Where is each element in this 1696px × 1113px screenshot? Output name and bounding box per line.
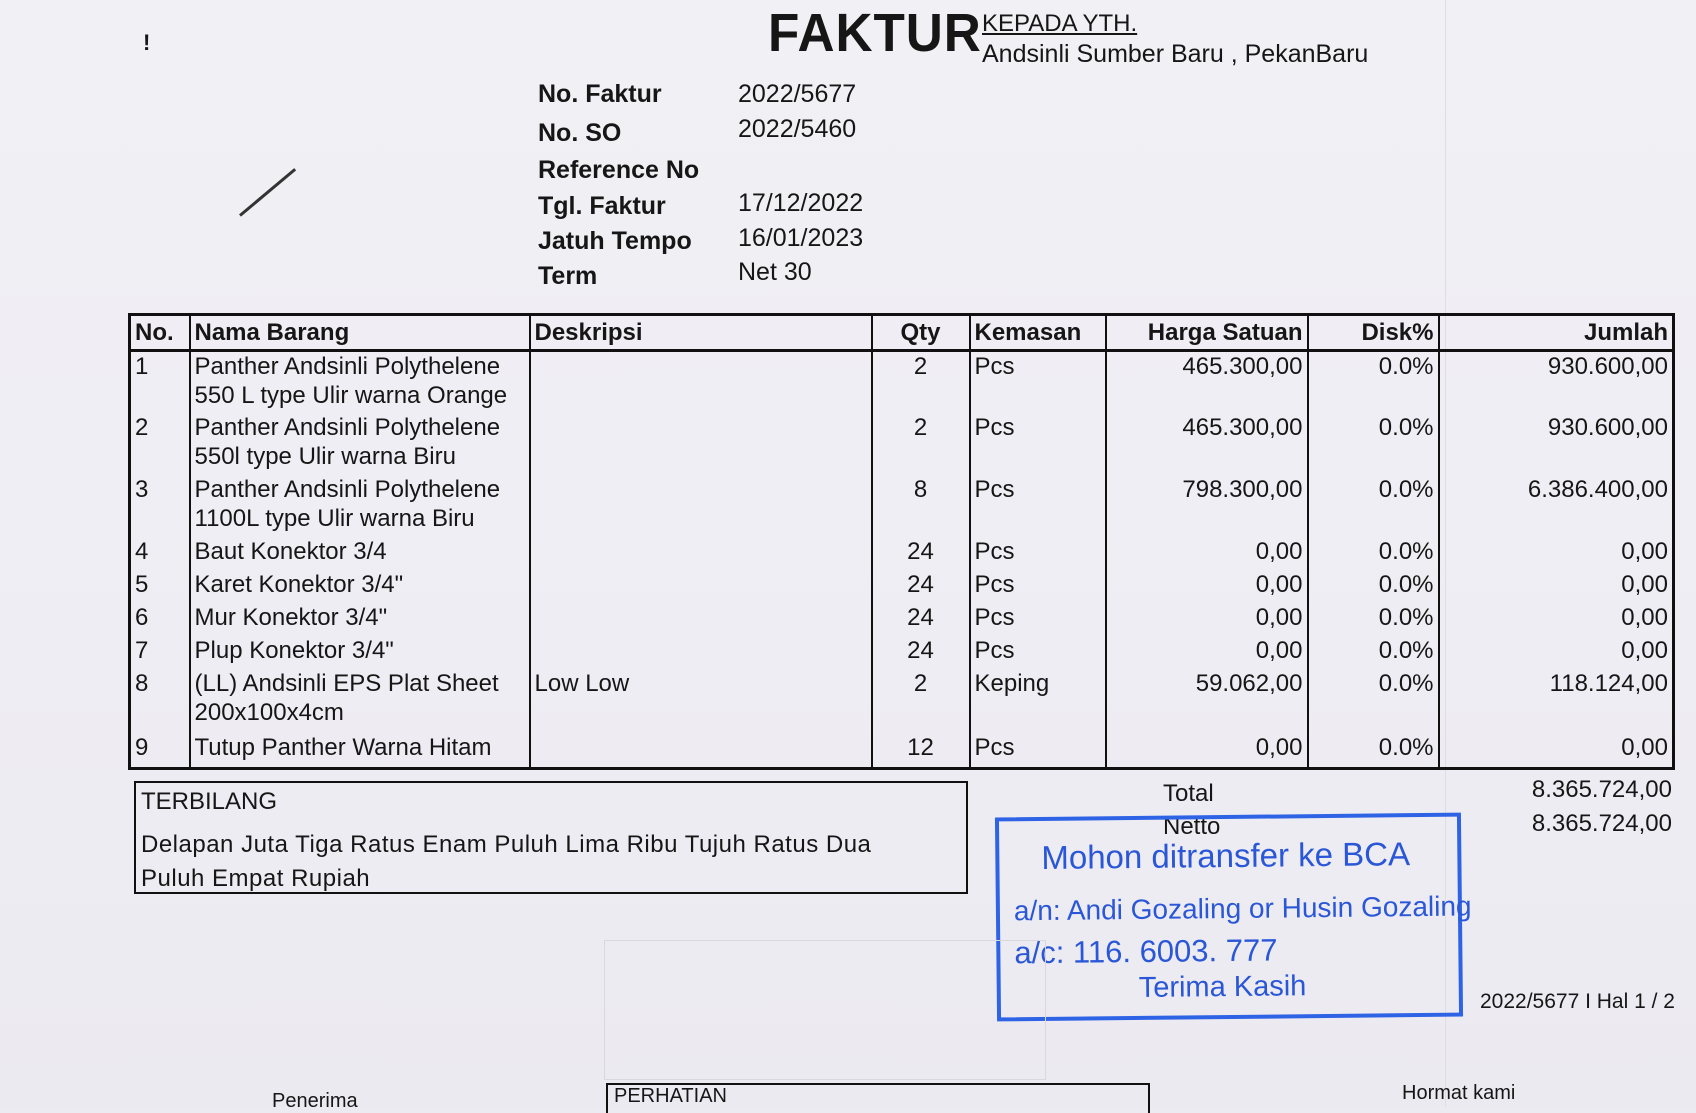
perhatian-label: PERHATIAN [614,1085,727,1107]
row-no: 8 [130,669,190,733]
row-unit: Pcs [970,570,1106,603]
row-name-line1: Panther Andsinli Polythelene [194,413,501,441]
row-name-line2: 200x100x4cm [194,698,344,726]
info-value-tgl: 17/12/2022 [738,189,864,217]
row-total: 0,00 [1621,570,1668,598]
row-disc: 0.0% [1308,733,1439,769]
terbilang-line1: Delapan Juta Tiga Ratus Enam Puluh Lima Ribu Tujuh Ratus Dua [141,831,872,858]
info-value-term: Net 30 [738,258,812,286]
row-no: 2 [130,413,190,475]
info-label-jatuh-tempo: Jatuh Tempo [538,227,692,255]
row-unit: Keping [970,669,1106,733]
row-price: 465.300,00 [1106,351,1308,413]
col-header-kemasan: Kemasan [970,315,1106,351]
col-header-no: No. [130,315,190,351]
row-desc [530,570,872,603]
row-no: 6 [130,603,190,636]
table-row [130,570,1674,603]
hormat-kami-label: Hormat kami [1402,1082,1516,1104]
faint-box [604,940,1046,1080]
row-desc: Low Low [530,669,872,733]
page-reference: 2022/5677 I Hal 1 / 2 [1480,990,1675,1013]
info-label-tgl: Tgl. Faktur [538,192,666,220]
row-price: 465.300,00 [1106,413,1308,475]
row-qty: 24 [872,636,970,669]
info-label-faktur: No. Faktur [538,80,662,108]
row-unit: Pcs [970,537,1106,570]
row-price: 798.300,00 [1106,475,1308,537]
row-price: 0,00 [1106,636,1308,669]
row-price: 0,00 [1106,733,1308,769]
info-value-so: 2022/5460 [738,115,857,143]
row-total: 0,00 [1621,603,1668,631]
netto-label: Netto [1163,813,1221,840]
table-header-row [130,315,1674,351]
recipient-name: Andsinli Sumber Baru , PekanBaru [982,40,1369,68]
recipient-label: KEPADA YTH. [982,10,1138,37]
stamp-line4: Terima Kasih [1138,970,1307,1004]
row-no: 9 [130,733,190,769]
row-no: 3 [130,475,190,537]
row-qty: 8 [872,475,970,537]
row-name: Plup Konektor 3/4" [190,636,530,669]
row-name-line2: 1100L type Ulir warna Biru [194,504,475,532]
row-unit: Pcs [970,351,1106,413]
info-label-reference: Reference No [538,156,700,184]
info-value-jatuh-tempo: 16/01/2023 [738,224,864,252]
row-price: 0,00 [1106,603,1308,636]
row-name [190,669,530,733]
row-unit: Pcs [970,636,1106,669]
row-qty: 12 [872,733,970,769]
row-qty: 24 [872,537,970,570]
penerima-label: Penerima [272,1090,358,1112]
row-total: 118.124,00 [1549,669,1668,697]
row-unit: Pcs [970,475,1106,537]
stamp-line3: a/c: 116. 6003. 777 [1014,932,1278,971]
table-row [130,603,1674,636]
perhatian-box [606,1083,1150,1113]
row-disc: 0.0% [1308,603,1439,636]
bank-transfer-stamp [995,813,1472,1022]
row-qty: 2 [872,351,970,413]
row-desc [530,636,872,669]
row-disc: 0.0% [1308,537,1439,570]
total-label: Total [1163,780,1214,807]
row-name: Baut Konektor 3/4 [190,537,530,570]
row-no: 4 [130,537,190,570]
row-disc: 0.0% [1308,669,1439,733]
table-row [130,475,1674,537]
row-desc [530,537,872,570]
row-disc: 0.0% [1308,413,1439,475]
row-disc: 0.0% [1308,475,1439,537]
table-row [130,669,1674,733]
row-desc [530,733,872,769]
row-price: 59.062,00 [1106,669,1308,733]
total-value: 8.365.724,00 [1531,776,1672,803]
row-disc: 0.0% [1308,351,1439,413]
table-row [130,537,1674,570]
row-qty: 24 [872,603,970,636]
info-label-so: No. SO [538,119,622,147]
row-unit: Pcs [970,413,1106,475]
stamp-line2: a/n: Andi Gozaling or Husin Gozaling [1013,890,1472,927]
row-total: 0,00 [1621,636,1668,664]
row-desc [530,413,872,475]
row-total: 930.600,00 [1547,353,1668,380]
row-disc: 0.0% [1308,570,1439,603]
pen-stroke [239,168,296,217]
terbilang-line2: Puluh Empat Rupiah [141,865,371,892]
col-header-jumlah: Jumlah [1439,315,1674,351]
terbilang-label: TERBILANG [141,788,278,815]
row-name [190,351,530,413]
table-row [130,413,1674,475]
col-header-qty: Qty [872,315,970,351]
row-desc [530,603,872,636]
invoice-title: FAKTUR [768,3,982,63]
row-name: Tutup Panther Warna Hitam [190,733,530,769]
row-name: Karet Konektor 3/4" [190,570,530,603]
row-no: 7 [130,636,190,669]
row-qty: 24 [872,570,970,603]
row-name [190,475,530,537]
row-desc [530,475,872,537]
stamp-line1: Mohon ditransfer ke BCA [1041,835,1411,876]
col-header-nama-barang: Nama Barang [190,315,530,351]
info-value-faktur: 2022/5677 [738,80,857,108]
row-total: 0,00 [1621,733,1668,761]
row-price: 0,00 [1106,570,1308,603]
netto-value: 8.365.724,00 [1531,810,1672,837]
row-desc [530,351,872,413]
row-unit: Pcs [970,603,1106,636]
row-total: 6.386.400,00 [1527,475,1668,503]
col-header-deskripsi: Deskripsi [530,315,872,351]
row-name-line2: 550 L type Ulir warna Orange [194,382,508,409]
row-name-line1: (LL) Andsinli EPS Plat Sheet [194,669,499,697]
row-name-line1: Panther Andsinli Polythelene [194,475,501,503]
row-unit: Pcs [970,733,1106,769]
row-no: 5 [130,570,190,603]
table-row [130,351,1674,413]
row-name: Mur Konektor 3/4" [190,603,530,636]
row-no: 1 [130,351,190,413]
col-header-harga-satuan: Harga Satuan [1106,315,1308,351]
row-qty: 2 [872,669,970,733]
row-total: 0,00 [1621,537,1668,565]
info-label-term: Term [538,262,598,290]
terbilang-text [141,828,961,896]
row-name-line1: Panther Andsinli Polythelene [194,353,501,380]
items-table [128,313,1675,770]
row-qty: 2 [872,413,970,475]
row-name-line2: 550l type Ulir warna Biru [194,442,456,470]
table-row [130,636,1674,669]
row-price: 0,00 [1106,537,1308,570]
row-total: 930.600,00 [1547,413,1668,441]
col-header-disk: Disk% [1308,315,1439,351]
terbilang-box [134,781,968,894]
table-row [130,733,1674,769]
corner-mark: ! [143,30,151,55]
row-name [190,413,530,475]
row-disc: 0.0% [1308,636,1439,669]
